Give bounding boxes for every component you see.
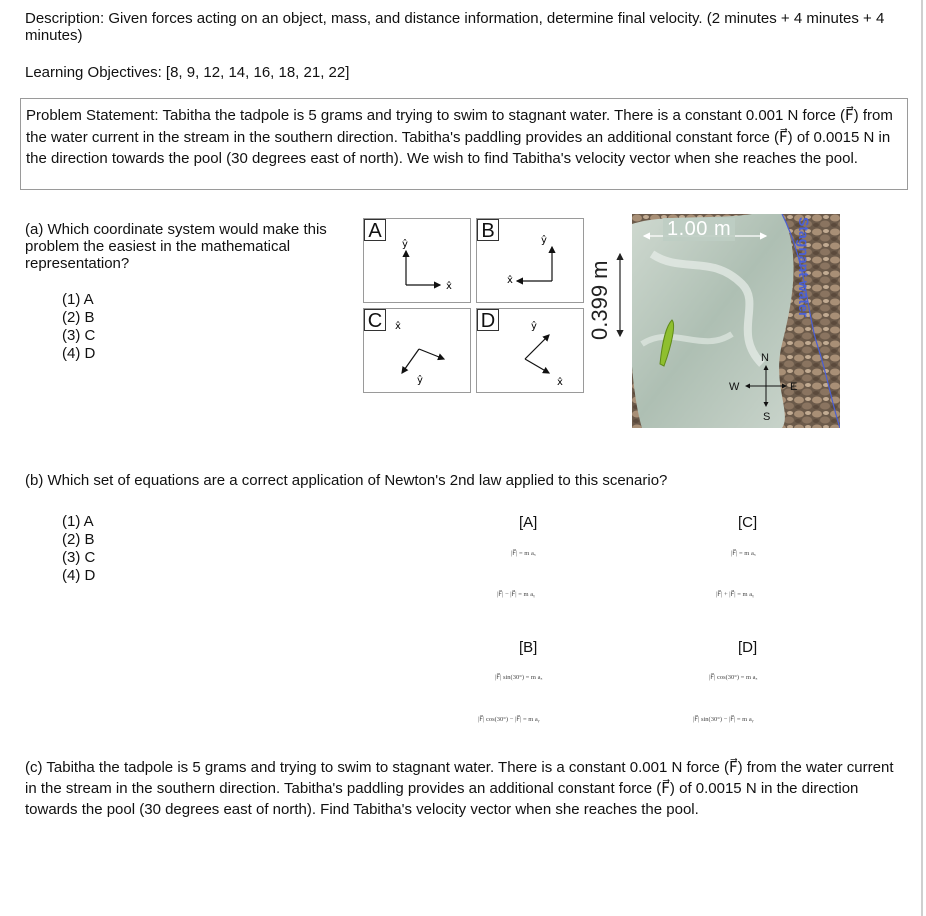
axis-c-y-label: ŷ <box>417 375 423 386</box>
coord-letter-d: D <box>477 309 499 331</box>
compass-east-label: E <box>790 381 798 393</box>
coord-letter-c: C <box>364 309 386 331</box>
height-arrow-icon <box>612 250 628 340</box>
axis-a-x-label: x̂ <box>446 281 452 292</box>
coord-letter-a: A <box>364 219 386 241</box>
part-a-option-1[interactable]: (1) A <box>62 291 94 308</box>
equation-set-c-label: [C] <box>738 514 758 531</box>
equation-set-b-eq1: |F⃗| sin(30°) = m aₓ <box>495 674 543 681</box>
problem-statement-text: Problem Statement: Tabitha the tadpole is 5 grams and trying to swim to stagnant water. There is a constant 0.001 N force (F⃗) from the water current in the stream in the southern direction. Tabitha's paddling provides an additional constant force (F⃗) of 0.0015 N in the direction towards the pool (30 degrees east of north). We wish to find Tabitha's velocity vector when she reaches the pool. <box>26 107 893 167</box>
equation-set-a-eq1: |F⃗| = m aₓ <box>511 550 536 557</box>
height-label: 0.399 m <box>587 260 612 340</box>
equation-set-d-eq1: |F⃗| cos(30°) = m aₓ <box>709 674 758 681</box>
axis-d-x-label: x̂ <box>557 377 563 388</box>
compass-south-label: S <box>763 411 771 423</box>
page-right-edge <box>921 0 923 916</box>
part-b-option-3[interactable]: (3) C <box>62 549 96 566</box>
axis-b-x-label: x̂ <box>507 275 513 286</box>
part-a-question: (a) Which coordinate system would make this problem the easiest in the mathematical representation? <box>25 221 327 272</box>
axis-b-y-label: ŷ <box>541 235 547 246</box>
compass-north-label: N <box>761 352 769 364</box>
equation-set-d-eq2: |F⃗| sin(30°) − |F⃗| = m aᵧ <box>693 716 754 723</box>
stagnant-water-label: Stagnant water <box>796 217 812 318</box>
compass-west-label: W <box>729 381 740 393</box>
part-a-options <box>62 291 95 363</box>
coord-system-a <box>363 218 471 303</box>
part-b-option-2[interactable]: (2) B <box>62 531 95 548</box>
problem-statement-box <box>20 98 908 190</box>
part-a-option-4[interactable]: (4) D <box>62 345 96 362</box>
compass-icon <box>740 360 792 412</box>
part-b-options <box>62 513 95 585</box>
learning-objectives: Learning Objectives: [8, 9, 12, 14, 16, 18, 21, 22] <box>25 64 350 81</box>
coord-letter-b: B <box>477 219 499 241</box>
equation-set-b-eq2: |F⃗| cos(30°) − |F⃗| = m aᵧ <box>478 716 540 723</box>
equation-set-b-label: [B] <box>519 639 538 656</box>
part-b-option-4[interactable]: (4) D <box>62 567 96 584</box>
equation-set-d-label: [D] <box>738 639 758 656</box>
part-c-question: (c) Tabitha the tadpole is 5 grams and trying to swim to stagnant water. There is a constant 0.001 N force (F⃗) from the water current in the stream in the southern direction. Tabitha's paddling provides an additional constant force (F⃗) of 0.0015 N in the direction towards the pool (30 degrees east of north). Find Tabitha's velocity vector when she reaches the pool. <box>25 759 894 818</box>
part-a-option-2[interactable]: (2) B <box>62 309 95 326</box>
equation-set-c-eq1: |F⃗| = m aₓ <box>731 550 756 557</box>
axis-a-y-label: ŷ <box>402 239 408 250</box>
part-b-question: (b) Which set of equations are a correct application of Newton's 2nd law applied to this scenario? <box>25 472 668 489</box>
equation-set-a-eq2: |F⃗| − |F⃗| = m aᵧ <box>497 591 535 598</box>
coord-system-c <box>363 308 471 393</box>
equation-set-c-eq2: |F⃗| + |F⃗| = m aᵧ <box>716 591 754 598</box>
description-text: Description: Given forces acting on an object, mass, and distance information, determine final velocity. (2 minutes + 4 minutes + 4 minutes) <box>25 10 885 44</box>
equation-set-a-label: [A] <box>519 514 538 531</box>
part-a-option-3[interactable]: (3) C <box>62 327 96 344</box>
part-b-option-1[interactable]: (1) A <box>62 513 94 530</box>
width-label: 1.00 m <box>663 218 735 241</box>
coord-system-d <box>476 308 584 393</box>
coord-system-b <box>476 218 584 303</box>
axis-c-x-label: x̂ <box>395 321 401 332</box>
axis-d-y-label: ŷ <box>531 321 537 332</box>
